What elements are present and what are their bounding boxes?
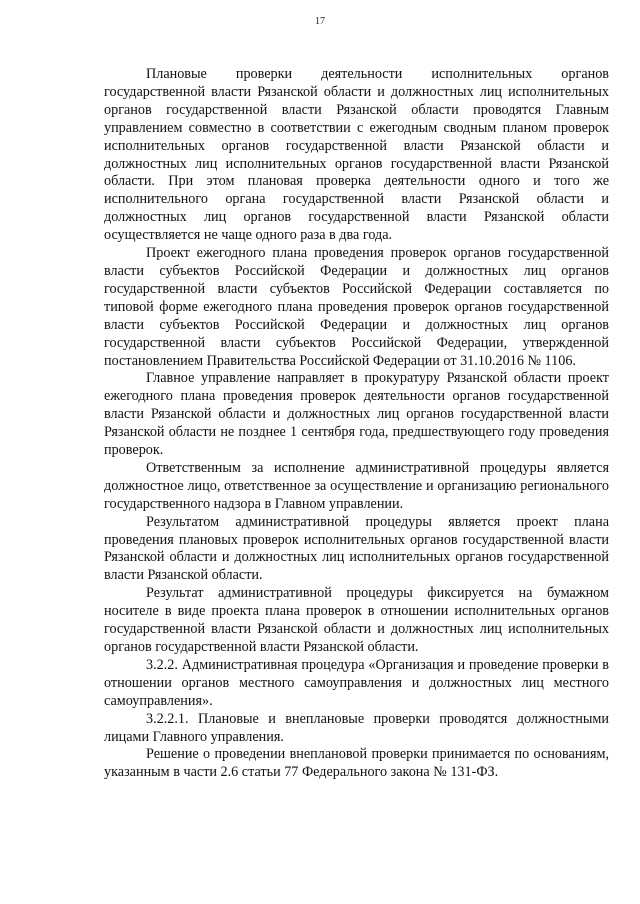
document-body — [104, 66, 609, 782]
paragraph-prosecutor-submission: Главное управление направляет в прокуратуру Рязанской области проект ежегодного плана проведения проверок деятельности органов государственной власти Рязанской области и должностных лиц органов государственной власти Рязанской области не позднее 1 сентября года, предшествующего году проведения проверок. — [104, 370, 609, 459]
paragraph-planned-inspections: Плановые проверки деятельности исполнительных органов государственной власти Рязанской области и должностных лиц исполнительных органов государственной власти Рязанской области проводятся Главным управлением совместно в соответствии с ежегодным сводным планом проверок исполнительных органов государственной власти Рязанской области и должностных лиц исполнительных органов государственной власти Рязанской области. При этом плановая проверка деятельности одного и того же исполнительного органа государственной власти Рязанской области и должностных лиц органов государственной власти Рязанской области осуществляется не чаще одного раза в два года. — [104, 66, 609, 244]
paragraph-section-3-2-2-1: 3.2.2.1. Плановые и внеплановые проверки проводятся должностными лицами Главного управления. — [104, 710, 609, 745]
paragraph-responsible-official: Ответственным за исполнение административной процедуры является должностное лицо, ответственное за осуществление и организацию регионального государственного надзора в Главном управлении. — [104, 459, 609, 512]
paragraph-unscheduled-inspection: Решение о проведении внеплановой проверки принимается по основаниям, указанным в части 2.6 статьи 77 Федерального закона № 131-ФЗ. — [104, 746, 609, 781]
page-number: 17 — [315, 16, 325, 27]
paragraph-result-recording: Результат административной процедуры фиксируется на бумажном носителе в виде проекта плана проверок в отношении исполнительных органов государственной власти Рязанской области и должностных лиц исполнительных органов государственной власти Рязанской области. — [104, 585, 609, 655]
paragraph-annual-plan-draft: Проект ежегодного плана проведения проверок органов государственной власти субъектов Российской Федерации и должностных лиц органов государственной власти субъектов Российской Федерации составляется по типовой форме ежегодного плана проведения проверок органов государственной власти субъектов Российской Федерации и должностных лиц органов государственной власти субъектов Российской Федерации, утвержденной постановлением Правительства Российской Федерации от 31.10.2016 № 1106. — [104, 245, 609, 369]
paragraph-procedure-result: Результатом административной процедуры является проект плана проведения плановых проверок исполнительных органов государственной власти Рязанской области и должностных лиц исполнительных органов государственной власти Рязанской области. — [104, 513, 609, 584]
paragraph-section-3-2-2: 3.2.2. Административная процедура «Организация и проведение проверки в отношении органов местного самоуправления и должностных лиц местного самоуправления». — [104, 656, 609, 709]
